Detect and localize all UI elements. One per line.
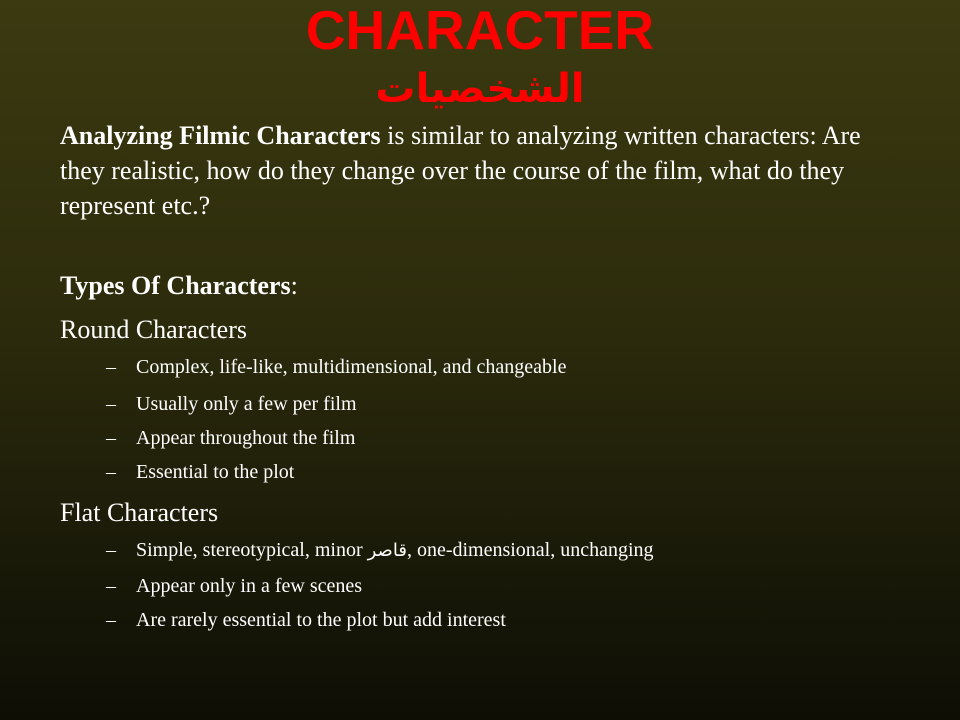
arabic-word: قاصر	[367, 540, 407, 561]
types-heading-colon: :	[290, 271, 298, 300]
intro-paragraph	[60, 118, 910, 223]
list-item	[106, 606, 506, 634]
bullet-dash: –	[106, 356, 116, 378]
list-item-text: Essential to the plot	[136, 461, 295, 483]
list-item-text: Usually only a few per film	[136, 393, 357, 415]
slide-title: CHARACTER	[305, 0, 655, 61]
list-item	[106, 390, 357, 418]
bullet-dash: –	[106, 575, 116, 597]
list-item-text: Simple, stereotypical, minor	[136, 539, 368, 561]
list-item-text: Appear throughout the film	[136, 427, 356, 449]
slide-title-arabic: الشخصيات	[375, 66, 585, 112]
list-item-text: Appear only in a few scenes	[136, 575, 363, 597]
list-item-text: Complex, life-like, multidimensional, and changeable	[136, 356, 567, 378]
bullet-dash: –	[106, 427, 116, 449]
types-heading	[60, 268, 298, 304]
bullet-dash: –	[106, 609, 116, 631]
list-item	[106, 572, 362, 600]
list-item	[106, 424, 355, 452]
types-heading-label: Types Of Characters	[60, 271, 291, 300]
bullet-dash: –	[106, 461, 116, 483]
list-item-text: , one-dimensional, unchanging	[406, 539, 654, 561]
list-item	[106, 536, 654, 565]
list-item	[106, 458, 294, 486]
flat-characters-heading: Flat Characters	[60, 498, 219, 527]
round-characters-heading: Round Characters	[60, 315, 248, 344]
list-item-text: Are rarely essential to the plot but add interest	[136, 609, 506, 631]
bullet-dash: –	[106, 393, 116, 415]
intro-bold-lead: Analyzing Filmic Characters	[60, 121, 381, 150]
bullet-dash: –	[106, 539, 116, 561]
list-item	[106, 353, 566, 381]
intro-text: is similar to analyzing written characters: Are they realistic, how do they change over the course of the film, what do they represent etc.?	[60, 121, 861, 220]
